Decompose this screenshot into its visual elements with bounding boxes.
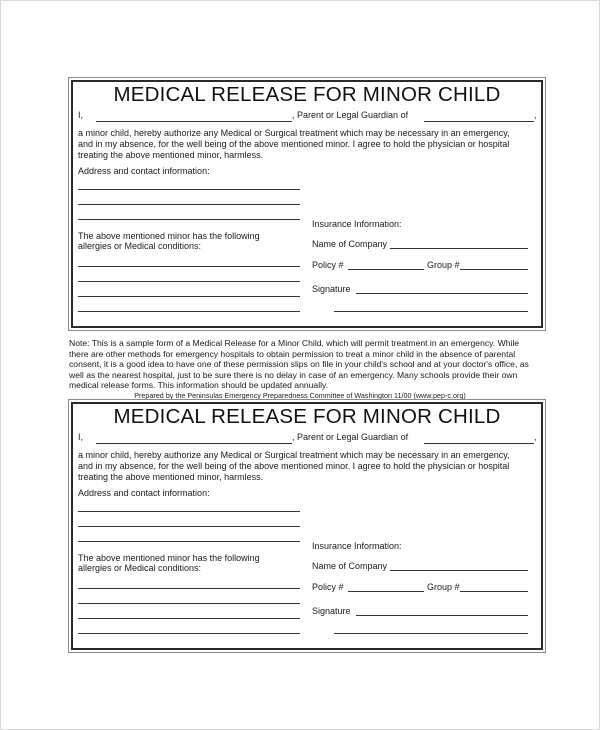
allergies-label: The above mentioned minor has the following bbox=[78, 553, 260, 563]
signature-field-2[interactable] bbox=[334, 633, 528, 634]
address-field-1[interactable] bbox=[78, 511, 300, 512]
authorization-paragraph-line: a minor child, hereby authorize any Medical or Surgical treatment which may be necessary in an emergency, bbox=[78, 450, 510, 460]
medical-release-form-2 bbox=[68, 399, 546, 653]
authorization-paragraph-line: a minor child, hereby authorize any Medical or Surgical treatment which may be necessary in an emergency, bbox=[78, 128, 510, 138]
signature-field[interactable] bbox=[356, 293, 528, 294]
allergies-field-2[interactable] bbox=[78, 281, 300, 282]
address-field-3[interactable] bbox=[78, 541, 300, 542]
policy-field[interactable] bbox=[348, 591, 424, 592]
allergies-field-3[interactable] bbox=[78, 618, 300, 619]
signature-label: Signature bbox=[312, 284, 351, 294]
insurance-label: Insurance Information: bbox=[312, 219, 402, 229]
guardian-name-field[interactable] bbox=[96, 443, 292, 444]
allergies-field-1[interactable] bbox=[78, 266, 300, 267]
note-line: Note: This is a sample form of a Medical Release for a Minor Child, which will permit treatment in an emergency. While bbox=[69, 338, 520, 348]
allergies-field-4[interactable] bbox=[78, 311, 300, 312]
address-field-2[interactable] bbox=[78, 204, 300, 205]
guardian-prefix: I, bbox=[78, 432, 84, 442]
policy-label: Policy # bbox=[312, 260, 344, 270]
authorization-paragraph-line: treating the above mentioned minor, harmless. bbox=[78, 150, 264, 160]
group-label: Group # bbox=[427, 260, 460, 270]
authorization-paragraph-line: treating the above mentioned minor, harmless. bbox=[78, 472, 264, 482]
address-label: Address and contact information: bbox=[78, 488, 210, 498]
insurance-label: Insurance Information: bbox=[312, 541, 402, 551]
note-line: well as the nearest hospital, just to be sure there is no delay in case of an emergency. Many schools provide their own bbox=[69, 369, 518, 380]
guardian-name-field[interactable] bbox=[96, 121, 292, 122]
note-line: medical release forms. This information should be updated annually. bbox=[69, 380, 329, 391]
guardian-suffix: , bbox=[534, 110, 537, 120]
company-field[interactable] bbox=[390, 248, 528, 249]
signature-label: Signature bbox=[312, 606, 351, 616]
allergies-field-3[interactable] bbox=[78, 296, 300, 297]
form-title: MEDICAL RELEASE FOR MINOR CHILD bbox=[113, 405, 501, 428]
allergies-label: The above mentioned minor has the following bbox=[78, 231, 260, 241]
medical-release-form-1 bbox=[68, 77, 546, 331]
allergies-label: allergies or Medical conditions: bbox=[78, 563, 202, 573]
group-label: Group # bbox=[427, 582, 460, 592]
address-label: Address and contact information: bbox=[78, 166, 210, 176]
allergies-label: allergies or Medical conditions: bbox=[78, 241, 202, 251]
policy-label: Policy # bbox=[312, 582, 344, 592]
guardian-of-label: , Parent or Legal Guardian of bbox=[292, 432, 409, 442]
group-field[interactable] bbox=[460, 269, 528, 270]
form-title: MEDICAL RELEASE FOR MINOR CHILD bbox=[113, 83, 501, 106]
minor-name-field[interactable] bbox=[424, 443, 534, 444]
group-field[interactable] bbox=[460, 591, 528, 592]
allergies-field-1[interactable] bbox=[78, 588, 300, 589]
prepared-by-credit: Prepared by the Peninsulas Emergency Preparedness Committee of Washington 11/00 (www.pep-c.org) bbox=[134, 391, 466, 400]
company-field[interactable] bbox=[390, 570, 528, 571]
signature-field-2[interactable] bbox=[334, 311, 528, 312]
allergies-field-2[interactable] bbox=[78, 603, 300, 604]
guardian-suffix: , bbox=[534, 432, 537, 442]
authorization-paragraph-line: and in my absence, for the well being of the above mentioned minor. I agree to hold the physician or hospital bbox=[78, 461, 510, 471]
minor-name-field[interactable] bbox=[424, 121, 534, 122]
note-paragraph bbox=[69, 338, 549, 391]
company-label: Name of Company bbox=[312, 239, 388, 249]
address-field-3[interactable] bbox=[78, 219, 300, 220]
address-field-2[interactable] bbox=[78, 526, 300, 527]
allergies-field-4[interactable] bbox=[78, 633, 300, 634]
signature-field[interactable] bbox=[356, 615, 528, 616]
address-field-1[interactable] bbox=[78, 189, 300, 190]
note-line: there are other methods for emergency hospitals to obtain permission to treat a minor child in the absence of parental bbox=[69, 348, 516, 359]
policy-field[interactable] bbox=[348, 269, 424, 270]
guardian-of-label: , Parent or Legal Guardian of bbox=[292, 110, 409, 120]
note-line: consent, it is a good idea to have one of these permission slips on file in your child's school and at your doctor's office, as bbox=[69, 359, 529, 370]
guardian-prefix: I, bbox=[78, 110, 84, 120]
company-label: Name of Company bbox=[312, 561, 388, 571]
authorization-paragraph-line: and in my absence, for the well being of the above mentioned minor. I agree to hold the physician or hospital bbox=[78, 139, 510, 149]
